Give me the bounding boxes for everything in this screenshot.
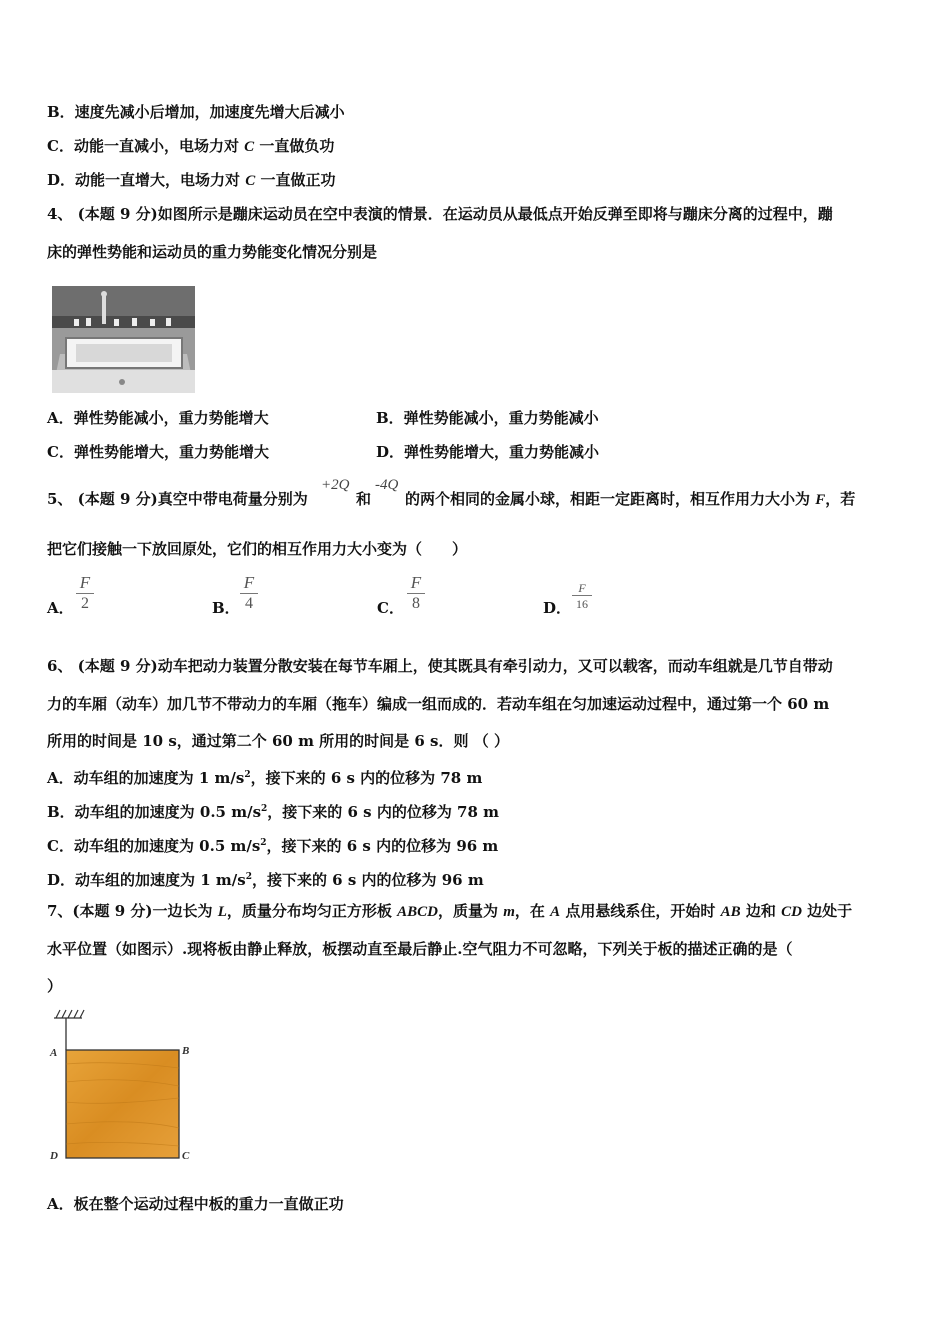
- q6-option-a: A．动车组的加速度为 1 $m/s^2$，接下来的 6 s 内的位移为 78 m: [47, 769, 483, 787]
- q7-stem-line1: 7、(本题 9 分)一边长为 L，质量分布均匀正方形板 ABCD，质量为 m，在 A 点用悬线系住，开始时 AB 边和 CD 边处于: [47, 902, 853, 920]
- q4-option-d: D．弹性势能增大，重力势能减小: [376, 443, 600, 461]
- q5-option-d-label: D．: [543, 599, 572, 617]
- q5-and: 和: [356, 490, 372, 508]
- q5-charge-2: -4Q: [375, 477, 399, 493]
- q4-option-a: A．弹性势能减小，重力势能增大: [47, 409, 269, 427]
- q4-stem-line1: 4、 (本题 9 分)如图所示是蹦床运动员在空中表演的情景．在运动员从最低点开始反弹至即将与蹦床分离的过程中，蹦: [47, 205, 833, 223]
- q5-stem-line2: 把它们接触一下放回原处，它们的相互作用力大小变为（ ）: [47, 540, 468, 558]
- q5-stem-intro: 5、 (本题 9 分)真空中带电荷量分别为: [47, 490, 308, 508]
- q7-option-a: A．板在整个运动过程中板的重力一直做正功: [47, 1195, 344, 1213]
- q5-option-b-label: B．: [212, 599, 240, 617]
- q5-option-c-fraction: F 8: [407, 574, 425, 613]
- label-b: B: [182, 1045, 190, 1057]
- q4-stem-line2: 床的弹性势能和运动员的重力势能变化情况分别是: [47, 243, 378, 261]
- q6-option-d: D．动车组的加速度为 1 $m/s^2$，接下来的 6 s 内的位移为 96 m: [47, 871, 484, 889]
- q6-option-c: C．动车组的加速度为 0.5 $m/s^2$，接下来的 6 s 内的位移为 96 m: [47, 837, 499, 855]
- q3-option-b: B．速度先减小后增加，加速度先增大后减小: [47, 103, 345, 121]
- q6-stem-line2: 力的车厢（动车）加几节不带动力的车厢（拖车）编成一组而成的．若动车组在匀加速运动过程中，通过第一个 60 m: [47, 695, 830, 713]
- q5-option-d-fraction: F 16: [572, 582, 592, 611]
- square-board-diagram: [44, 1006, 204, 1168]
- q7-stem-line3: ）: [47, 977, 63, 995]
- ceiling-support-icon: [54, 1010, 84, 1018]
- q5-stem-rest: 的两个相同的金属小球，相距一定距离时，相互作用力大小为 F，若: [405, 490, 856, 508]
- q5-option-b-fraction: F 4: [240, 574, 258, 613]
- label-a: A: [50, 1047, 58, 1059]
- label-d: D: [50, 1150, 58, 1162]
- label-c: C: [182, 1150, 190, 1162]
- q6-option-b: B．动车组的加速度为 0.5 $m/s^2$，接下来的 6 s 内的位移为 78 m: [47, 803, 500, 821]
- trampoline-photo: [52, 286, 195, 393]
- q6-stem-line1: 6、 (本题 9 分)动车把动力装置分散安装在每节车厢上，使其既具有牵引动力，又可以载客，而动车组就是几节自带动: [47, 657, 833, 675]
- q5-charge-1: +2Q: [321, 477, 350, 493]
- q7-stem-line2: 水平位置（如图示）.现将板由静止释放，板摆动直至最后静止.空气阻力不可忽略，下列关于板的描述正确的是（: [47, 940, 793, 958]
- q5-option-c-label: C．: [377, 599, 404, 617]
- q5-option-a-label: A．: [47, 599, 74, 617]
- q4-option-b: B．弹性势能减小，重力势能减小: [376, 409, 599, 427]
- q5-option-a-fraction: F 2: [76, 574, 94, 613]
- q3-option-d: D．动能一直增大，电场力对 C 一直做正功: [47, 171, 336, 189]
- q4-option-c: C．弹性势能增大，重力势能增大: [47, 443, 269, 461]
- q3-option-c: C．动能一直减小，电场力对 C 一直做负功: [47, 137, 335, 155]
- q6-stem-line3: 所用的时间是 10 s，通过第二个 60 m 所用的时间是 6 s．则 （ ）: [47, 732, 509, 750]
